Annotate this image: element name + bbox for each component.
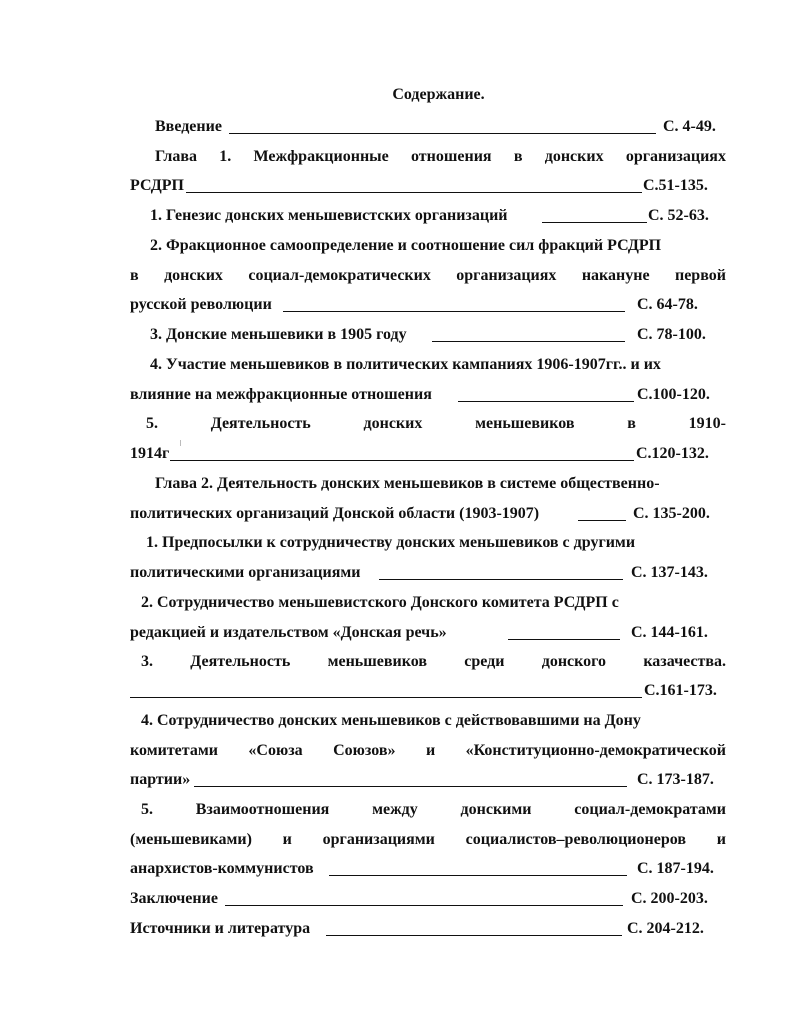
word: в (627, 415, 636, 432)
section-1-1-page: С. 52-63. (648, 207, 709, 224)
section-2-3-page: С.161-173. (644, 682, 717, 699)
word: и (282, 831, 292, 848)
section-2-2-line2: редакцией и издательством «Донская речь» (130, 624, 447, 641)
section-1-1-label: 1. Генезис донских меньшевистских организаций (150, 207, 508, 224)
toc-title-text: Содержание. (392, 86, 485, 103)
section-1-5-line1 (146, 413, 726, 435)
leader-line (326, 935, 622, 936)
scan-artifact (180, 440, 181, 446)
leader-line (329, 875, 627, 876)
section-1-4-line2: влияние на межфракционные отношения (130, 386, 432, 403)
word: меньшевиков (475, 415, 575, 432)
word: (меньшевиками) (130, 831, 252, 848)
word: и (716, 831, 726, 848)
leader-line (186, 192, 642, 193)
chapter-1-cont: РСДРП (130, 177, 184, 194)
word: и (425, 742, 436, 759)
leader-line (170, 460, 634, 461)
intro-label: Введение (155, 118, 222, 135)
section-2-1-page: С. 137-143. (631, 564, 708, 581)
section-2-5-line2 (130, 829, 726, 851)
leader-line (225, 905, 623, 906)
section-2-5-line1 (141, 799, 726, 821)
word: меньшевиков (327, 653, 427, 670)
word: организациях (625, 148, 726, 165)
word: донских (164, 267, 223, 284)
word: Деятельность (190, 653, 291, 670)
leader-line (379, 579, 623, 580)
word: между (372, 801, 418, 818)
word: первой (674, 267, 726, 284)
section-2-3-line1 (141, 651, 726, 673)
word: донскими (460, 801, 532, 818)
section-1-2-page: С. 64-78. (637, 296, 698, 313)
section-1-3-label: 3. Донские меньшевики в 1905 году (150, 326, 407, 343)
section-2-4-line3: партии» (130, 771, 191, 788)
leader-line (229, 133, 656, 134)
section-1-4-page: С.100-120. (637, 386, 710, 403)
word: 3. (141, 653, 153, 670)
section-2-1-line2: политическими организациями (130, 564, 361, 581)
word: комитетами (130, 742, 218, 759)
word: донского (541, 653, 607, 670)
section-1-4-line1: 4. Участие меньшевиков в политических кампаниях 1906-1907гг.. и их (150, 356, 661, 373)
leader-line (432, 341, 625, 342)
word: Глава (155, 148, 197, 165)
section-1-5-line2: 1914г (130, 445, 170, 462)
leader-line (578, 520, 626, 521)
chapter-2-line2: политических организаций Донской области (1903-1907) (130, 505, 540, 522)
leader-line (542, 222, 647, 223)
word: социал-демократических (248, 267, 431, 284)
chapter-2-page: С. 135-200. (633, 505, 710, 522)
word: отношения (411, 148, 492, 165)
word: в (130, 267, 139, 284)
section-1-2-line3: русской революции (130, 296, 272, 313)
section-2-5-line3: анархистов-коммунистов (130, 860, 314, 877)
word: 5. (146, 415, 158, 432)
chapter-1-heading (155, 146, 726, 168)
chapter-2-line1: Глава 2. Деятельность донских меньшевиков в системе общественно- (155, 475, 660, 492)
word: 1910- (688, 415, 726, 432)
word: казачества. (643, 653, 726, 670)
word: «Союза (248, 742, 303, 759)
leader-line (130, 697, 642, 698)
conclusion-page: С. 200-203. (631, 890, 708, 907)
conclusion-label: Заключение (130, 890, 218, 907)
section-2-1-line1: 1. Предпосылки к сотрудничеству донских меньшевиков с другими (146, 534, 636, 551)
section-2-4-line1: 4. Сотрудничество донских меньшевиков с действовавшими на Дону (141, 712, 641, 729)
toc-title (0, 86, 799, 104)
section-1-3-page: С. 78-100. (637, 326, 706, 343)
word: «Конституционно-демократической (465, 742, 726, 759)
word: организациях (456, 267, 557, 284)
section-1-2-line1: 2. Фракционное самоопределение и соотношение сил фракций РСДРП (150, 237, 662, 254)
word: донских (363, 415, 423, 432)
section-2-2-line1: 2. Сотрудничество меньшевистского Донского комитета РСДРП с (141, 594, 619, 611)
sources-label: Источники и литература (130, 920, 311, 937)
word: Взаимоотношения (195, 801, 330, 818)
section-1-2-line2 (130, 265, 726, 287)
section-2-4-page: С. 173-187. (637, 771, 714, 788)
section-1-5-page: С.120-132. (636, 445, 709, 462)
word: в (513, 148, 523, 165)
leader-line (508, 639, 620, 640)
word: Союзов» (333, 742, 396, 759)
word: Межфракционные (253, 148, 389, 165)
word: социалистов–революционеров (465, 831, 686, 848)
word: Деятельность (210, 415, 311, 432)
word: 5. (141, 801, 153, 818)
word: донских (544, 148, 604, 165)
word: организациями (322, 831, 435, 848)
sources-page: С. 204-212. (627, 920, 704, 937)
section-2-5-page: С. 187-194. (637, 860, 714, 877)
leader-line (283, 311, 625, 312)
word: социал-демократами (574, 801, 726, 818)
word: 1. (219, 148, 232, 165)
leader-line (458, 401, 634, 402)
section-2-4-line2 (130, 740, 726, 762)
intro-page: С. 4-49. (663, 118, 716, 135)
chapter-1-page: С.51-135. (643, 177, 708, 194)
word: среди (464, 653, 505, 670)
section-2-2-page: С. 144-161. (631, 624, 708, 641)
word: накануне (581, 267, 650, 284)
leader-line (194, 786, 627, 787)
